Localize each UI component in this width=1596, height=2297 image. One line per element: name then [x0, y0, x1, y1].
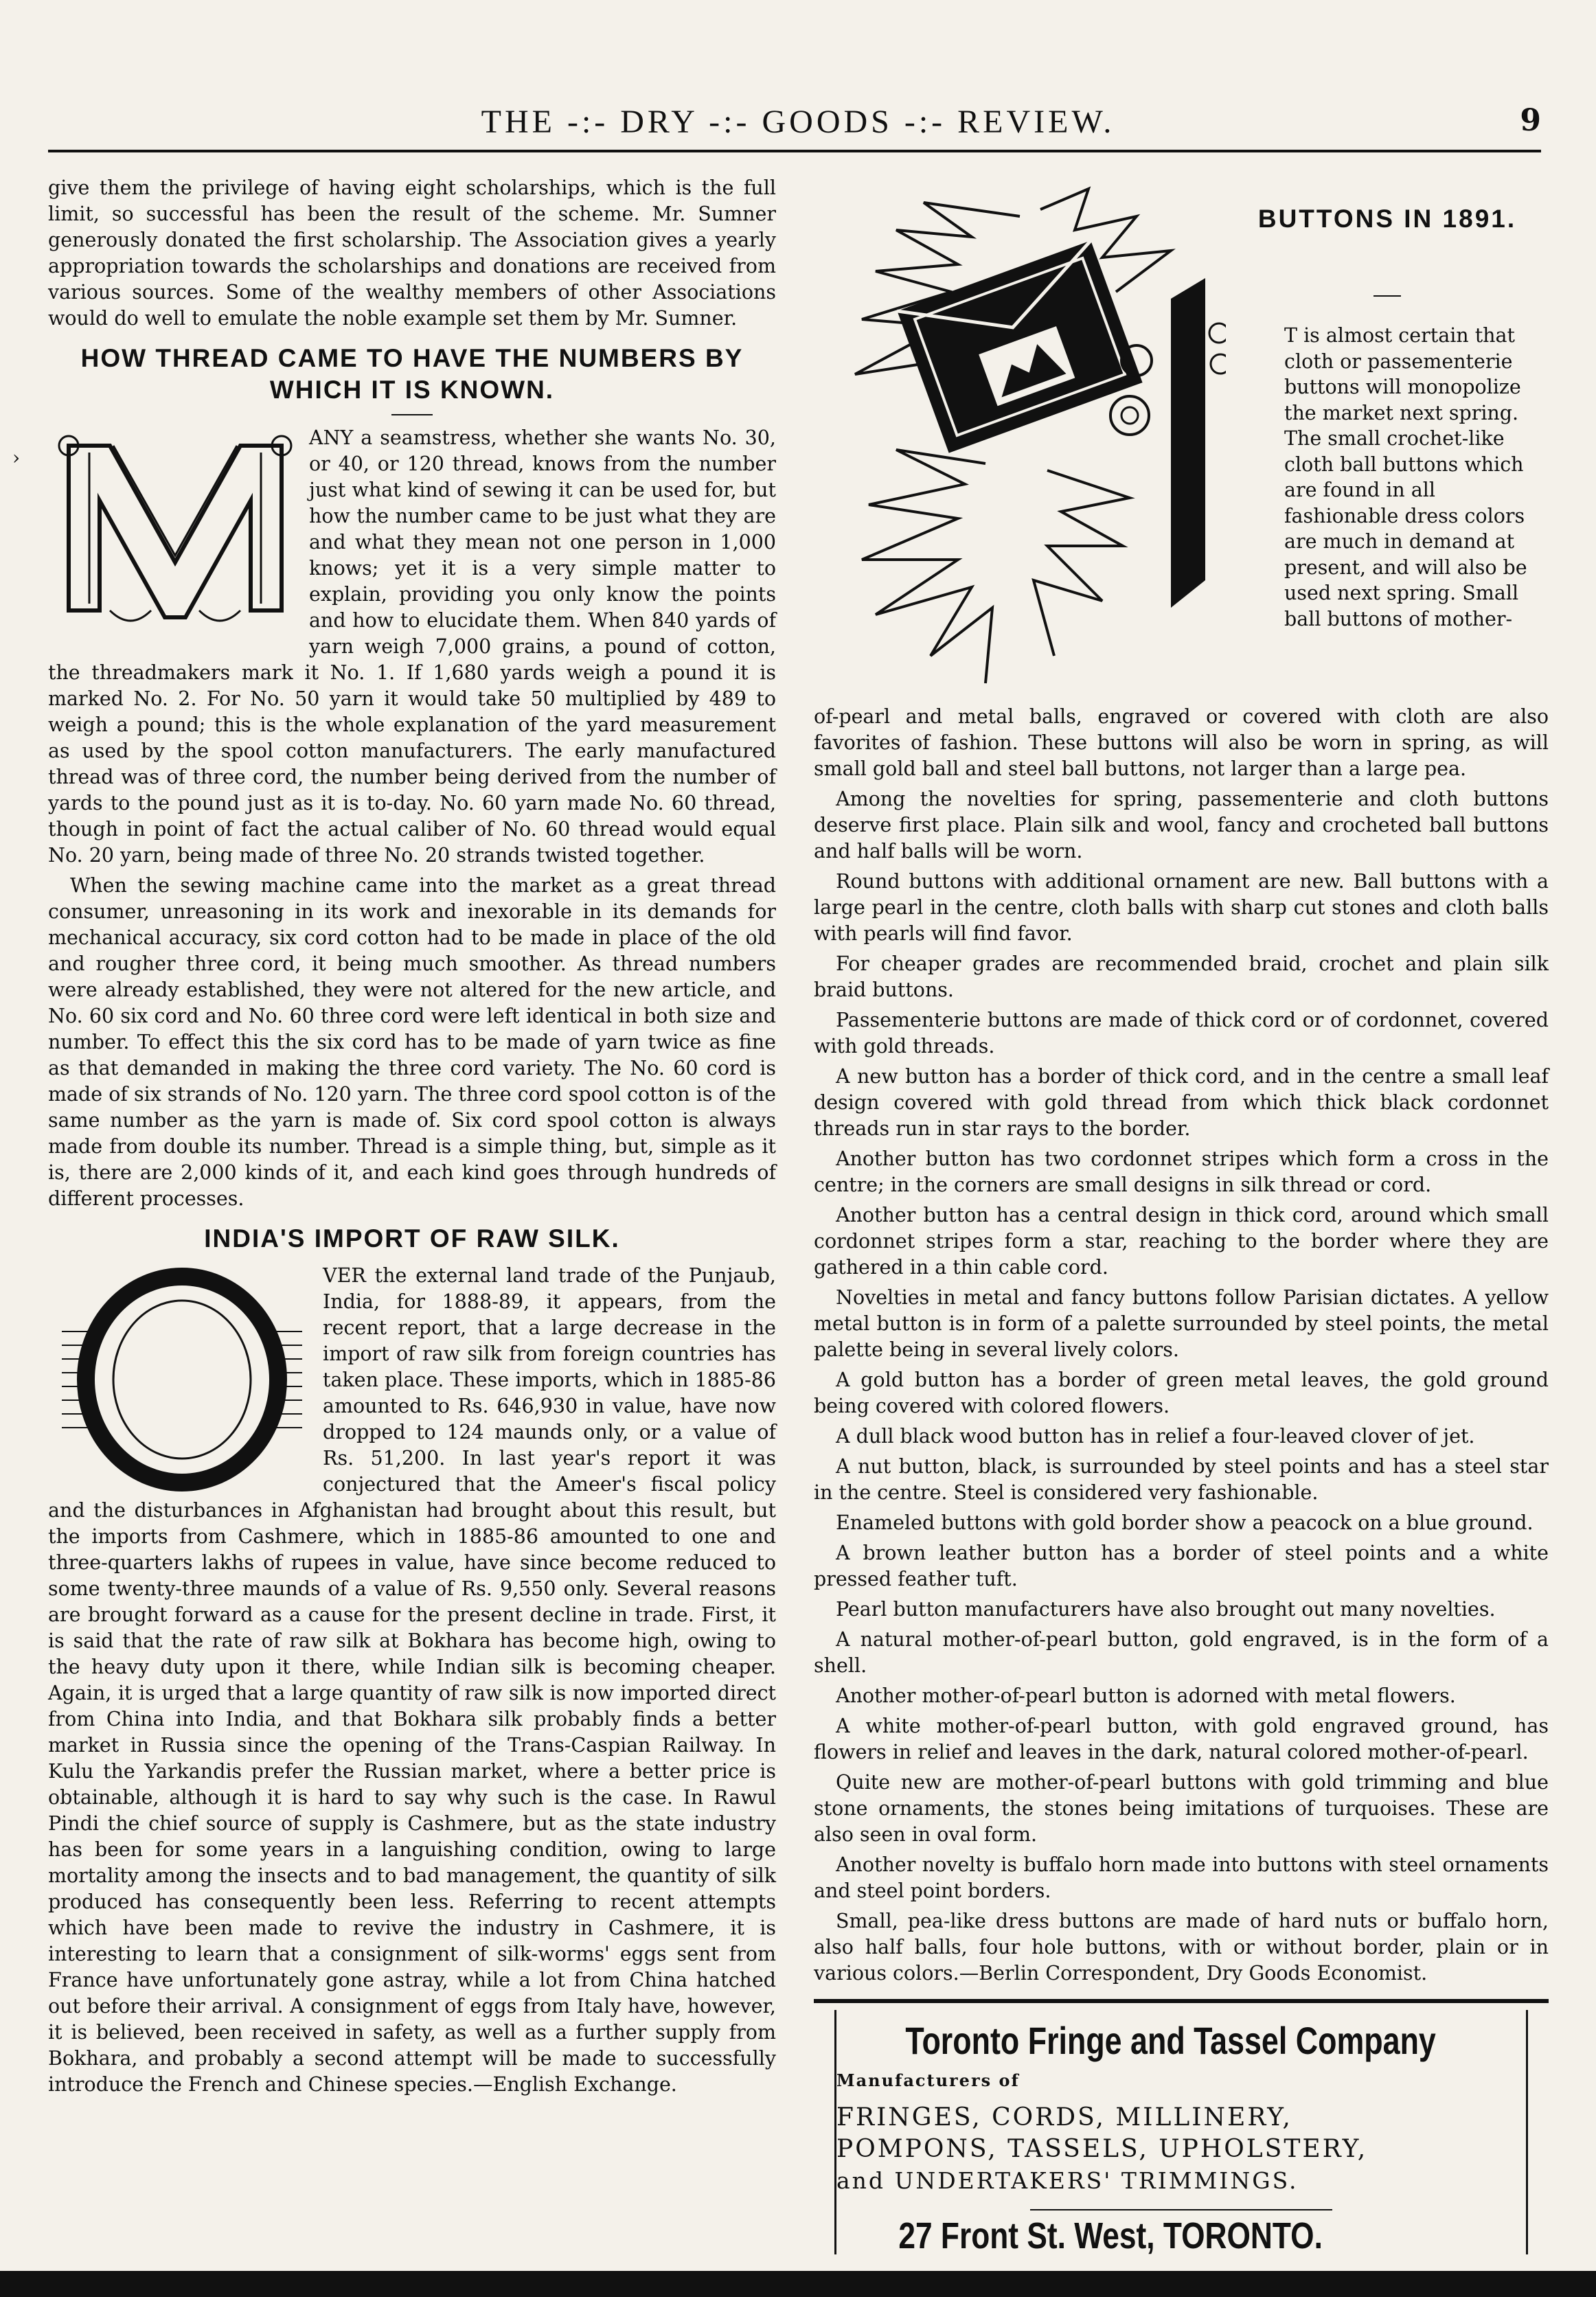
- silk-paragraph: VER the external land trade of the Punjaub, India, for 1888-89, it appears, from the recent report, that a large decrease in the import of raw silk from foreign countries has taken place. These imports, which in 1885-86 amounted to Rs. 646,930 in value, have now dropped to 124 maunds only, or a value of Rs. 51,200. In last year's report it was conjectured that the Ameer's fiscal policy and the disturbances in Afghanistan had brought about this result, but the imports from Cashmere, which in 1885-86 amounted to one and three-quarters lakhs of rupees in value, have since become reduced to some twenty-three maunds of a value of Rs. 9,550 only. Several reasons are brought forward as a cause for the present decline in trade. First, it is said that the rate of raw silk at Bokhara has become high, owing to the heavy duty upon it there, while Indian silk is becoming cheaper. Again, it is urged that a large quantity of raw silk is now imported direct from China into India, and that Bokhara silk probably finds a better market in Russia since the opening of the Trans-Caspian Railway. In Kulu the Yarkandis prefer the Russian market, where a better price is obtainable, although it is hard to say why such is the case. In Rawul Pindi the chief source of supply is Cashmere, but as the state industry has been for some years in a languishing condition, owing to large mortality among the insects and to bad management, the quantity of silk produced has consequently been less. Referring to recent attempts which have been made to revive the industry in Cashmere, it is interesting to learn that a consignment of silk-worms' eggs sent from France have unfortunately gone astray, while a lot from China hatched out before their arrival. A consignment of eggs from Italy have, however, it is believed, been received in safety, as well as a further supply from Bokhara, and probably a second attempt will be made to successfully introduce the French and Chinese species.—English Exchange.: [48, 1264, 776, 2096]
- page-header: [0, 103, 1596, 144]
- page-number: 9: [1520, 103, 1541, 138]
- buttons-paragraph: A natural mother-of-pearl button, gold engraved, is in the form of a shell.: [814, 1628, 1549, 1677]
- buttons-paragraph: Another novelty is buffalo horn made into buttons with steel ornaments and steel point borders.: [814, 1853, 1549, 1902]
- buttons-paragraph: A nut button, black, is surrounded by steel points and has a steel star in the centre. Steel is considered very fashionable.: [814, 1455, 1549, 1504]
- scholarship-text: give them the privilege of having eight scholarships, which is the full limit, so successful has been the result of the scheme. Mr. Sumner generously donated the first scholarship. The Association gives a yearly appropriation towards the scholarships and donations are received from various sources. Some of the wealthy members of other Associations would do well to emulate the noble example set them by Mr. Sumner.: [48, 176, 776, 330]
- thread-article-title: HOW THREAD CAME TO HAVE THE NUMBERS BY WHICH IT IS KNOWN.: [80, 344, 744, 404]
- floral-ornament-icon: [814, 175, 1226, 697]
- page-bottom-border: [0, 2271, 1596, 2297]
- ad-product-line: and UNDERTAKERS' TRIMMINGS.: [836, 2167, 1299, 2194]
- advertisement: [834, 2010, 1528, 2254]
- buttons-paragraph: Another button has a central design in thick cord, around which small cordonnet stripes form a star, reaching to the border where they are gathered in a thin cable cord.: [814, 1204, 1549, 1279]
- right-column: [814, 175, 1549, 2254]
- buttons-paragraph: Among the novelties for spring, passementerie and cloth buttons deserve first place. Plain silk and wool, fancy and crocheted ball buttons and half balls will be worn.: [814, 788, 1549, 862]
- left-column: [48, 175, 776, 2102]
- buttons-paragraph: Another button has two cordonnet stripes which form a cross in the centre; in the corners are small designs in silk thread or cord.: [814, 1147, 1549, 1196]
- ornamental-letter-o-icon: [48, 1263, 316, 1496]
- buttons-continued: of-pearl and metal balls, engraved or covered with cloth are also favorites of fashion. These buttons will also be worn in spring, as will small gold ball and steel ball buttons, not larger than a large pea.: [814, 705, 1549, 780]
- advertisement-rule: [814, 1999, 1549, 2003]
- buttons-paragraph: A brown leather button has a border of steel points and a white pressed feather tuft.: [814, 1542, 1549, 1590]
- silk-article-title: INDIA'S IMPORT OF RAW SILK.: [204, 1224, 620, 1253]
- thread-paragraph-2: When the sewing machine came into the market as a great thread consumer, unreasoning in its work and inexorable in its demands for mechanical accuracy, six cord cotton had to be made in place of the old and rougher three cord, it being much smoother. As thread numbers were already established, they were not altered for the new article, and No. 60 six cord and No. 60 three cord were left identical in both size and number. To effect this the six cord has to be made of yarn twice as fine as that demanded in making the three cord variety. The No. 60 cord is made of six strands of No. 120 yarn. The three cord spool cotton is of the same number as the yarn is made of. Six cord spool cotton is always made from double its number. Thread is a simple thing, but, simple as it is, there are 2,000 kinds of it, and each kind goes through hundreds of different processes.: [48, 874, 776, 1210]
- ad-divider: [1030, 2209, 1332, 2210]
- title-rule: [1373, 295, 1401, 297]
- header-rule: [48, 150, 1541, 152]
- publication-title: THE -:- DRY -:- GOODS -:- REVIEW.: [481, 104, 1115, 140]
- buttons-article-head: [814, 175, 1549, 697]
- buttons-paragraph: Another mother-of-pearl button is adorned with metal flowers.: [836, 1684, 1456, 1707]
- buttons-paragraph: A new button has a border of thick cord, and in the centre a small leaf design covered with gold thread from which thick black cordonnet threads run in star rays to the border.: [814, 1065, 1549, 1140]
- buttons-paragraph: Pearl button manufacturers have also brought out many novelties.: [836, 1598, 1496, 1621]
- ad-company-name: Toronto Fringe and Tassel Company: [905, 2019, 1436, 2062]
- buttons-paragraph: A gold button has a border of green metal leaves, the gold ground being covered with colored flowers.: [814, 1369, 1549, 1417]
- buttons-paragraph: Enameled buttons with gold border show a peacock on a blue ground.: [836, 1511, 1534, 1534]
- buttons-paragraph: Passementerie buttons are made of thick cord or of cordonnet, covered with gold threads.: [814, 1009, 1549, 1058]
- buttons-paragraph: Novelties in metal and fancy buttons follow Parisian dictates. A yellow metal button is in form of a palette surrounded by steel points, the metal palette being in several lively colors.: [814, 1286, 1549, 1361]
- buttons-paragraph: A dull black wood button has in relief a four-leaved clover of jet.: [836, 1425, 1475, 1448]
- ornamental-letter-m-icon: [48, 425, 302, 638]
- buttons-intro-text: [1284, 323, 1549, 636]
- thread-paragraph-1: ANY a seamstress, whether she wants No. 30, or 40, or 120 thread, knows from the number just what kind of sewing it can be used for, but how the number came to be just what they are and what they mean not one person in 1,000 knows; yet it is a very simple matter to explain, providing you only know the points and how to elucidate them. When 840 yards of yarn weigh 7,000 grains, a pound of cotton, the threadmakers mark it No. 1. If 1,680 yards weigh a pound it is marked No. 2. For No. 50 yarn it would take 50 multiplied by 489 to weigh a pound; this is the whole explanation of the yard measurement as used by the spool cotton manufacturers. The early manufactured thread was of three cord, the number being derived from the number of yards to the pound just as it is to-day. No. 60 yarn made No. 60 thread, though in point of fact the actual caliber of No. 60 thread would equal No. 20 yarn, being made of three No. 20 strands twisted together.: [48, 426, 776, 867]
- buttons-paragraph: Small, pea-like dress buttons are made of hard nuts or buffalo horn, also half balls, four hole buttons, with or without border, plain or in various colors.—Berlin Correspondent, Dry Goods Economist.: [814, 1910, 1549, 1985]
- buttons-article-title: BUTTONS IN 1891.: [1257, 205, 1517, 233]
- buttons-paragraph: Quite new are mother-of-pearl buttons with gold trimming and blue stone ornaments, the stones being imitations of turquoises. These are also seen in oval form.: [814, 1771, 1549, 1846]
- ad-product-line: POMPONS, TASSELS, UPHOLSTERY,: [836, 2135, 1368, 2163]
- buttons-paragraph: For cheaper grades are recommended braid, crochet and plain silk braid buttons.: [814, 952, 1549, 1001]
- ad-address: 27 Front St. West, TORONTO.: [898, 2215, 1323, 2256]
- ad-subheading: Manufacturers of: [836, 2070, 1020, 2090]
- buttons-intro-paragraph: T is almost certain that cloth or passementerie buttons will monopolize the market next spring. The small crochet-like cloth ball buttons which are found in all fashionable dress colors are much in demand at present, and will also be used next spring. Small ball buttons of mother-: [1284, 324, 1527, 630]
- title-rule: [391, 414, 433, 415]
- buttons-paragraph: Round buttons with additional ornament are new. Ball buttons with a large pearl in the centre, cloth balls with sharp cut stones and cloth balls with pearls will find favor.: [814, 870, 1549, 945]
- margin-mark: ›: [12, 446, 21, 469]
- ad-product-line: FRINGES, CORDS, MILLINERY,: [836, 2103, 1292, 2132]
- buttons-paragraph: A white mother-of-pearl button, with gold engraved ground, has flowers in relief and leaves in the dark, natural colored mother-of-pearl.: [814, 1715, 1549, 1763]
